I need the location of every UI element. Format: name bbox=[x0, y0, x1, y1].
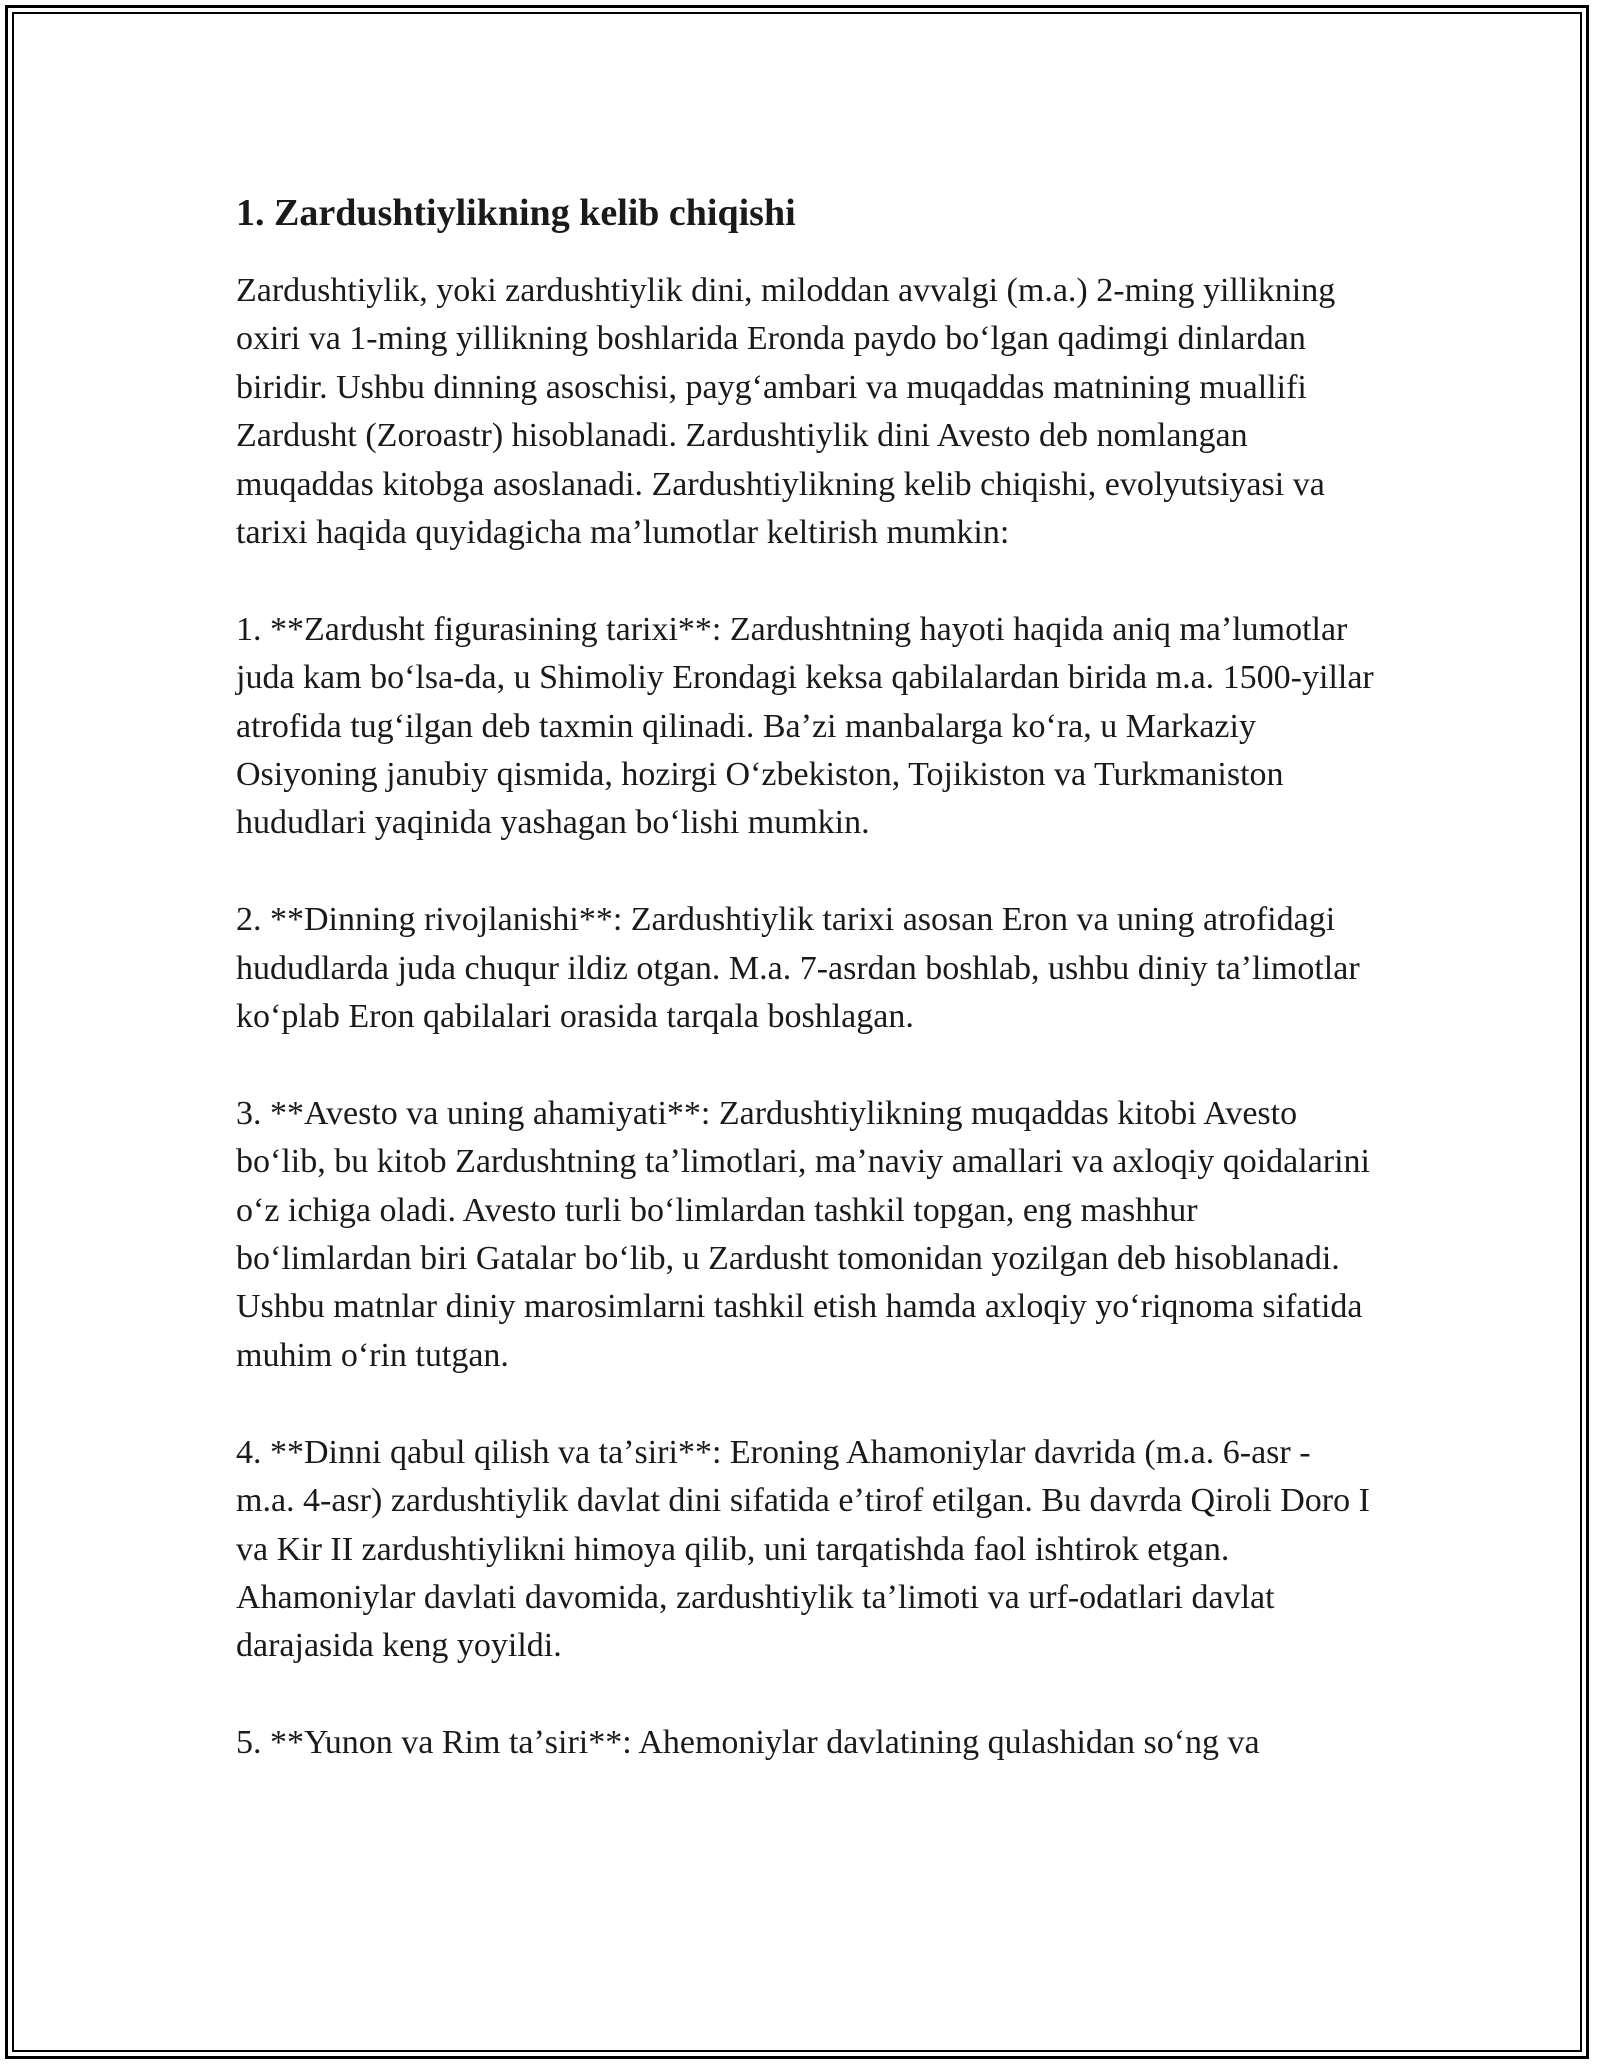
paragraph-gap bbox=[236, 848, 1376, 896]
paragraph-gap bbox=[236, 1671, 1376, 1719]
document-body bbox=[236, 183, 1376, 1768]
list-item-3: 3. **Avesto va uning ahamiyati**: Zardushtiylikning muqaddas kitobi Avesto boʻlib, bu kitob Zardushtning taʼlimotlari, maʼnaviy amallari va axloqiy qoidalarini oʻz ichiga oladi. Avesto turli boʻlimlardan tashkil topgan, eng mashhur boʻlimlardan biri Gatalar boʻlib, u Zardusht tomonidan yozilgan deb hisoblanadi. Ushbu matnlar diniy marosimlarni tashkil etish hamda axloqiy yoʻriqnoma sifatida muhim oʻrin tutgan. bbox=[236, 1094, 1371, 1374]
list-item-5: 5. **Yunon va Rim taʼsiri**: Ahemoniylar davlatining qulashidan soʻng va bbox=[236, 1724, 1260, 1762]
intro-paragraph: Zardushtiylik, yoki zardushtiylik dini, miloddan avvalgi (m.a.) 2-ming yillikning oxiri va 1-ming yillikning boshlarida Eronda paydo boʻlgan qadimgi dinlardan biridir. Ushbu dinning asoschisi, paygʻambari va muqaddas matnining muallifi Zardusht (Zoroastr) hisoblanadi. Zardushtiylik dini Avesto deb nomlangan muqaddas kitobga asoslanadi. Zardushtiylikning kelib chiqishi, evolyutsiyasi va tarixi haqida quyidagicha maʼlumotlar keltirish mumkin: bbox=[236, 272, 1336, 552]
list-item-1: 1. **Zardusht figurasining tarixi**: Zardushtning hayoti haqida aniq maʼlumotlar juda kam boʻlsa-da, u Shimoliy Erondagi keksa qabilalardan birida m.a. 1500-yillar atrofida tugʻilgan deb taxmin qilinadi. Baʼzi manbalarga koʻra, u Markaziy Osiyoning janubiy qismida, hozirgi Oʻzbekiston, Tojikiston va Turkmaniston hududlari yaqinida yashagan boʻlishi mumkin. bbox=[236, 610, 1374, 842]
paragraph-gap bbox=[236, 1041, 1376, 1089]
section-heading: 1. Zardushtiylikning kelib chiqishi bbox=[236, 192, 796, 234]
paragraph-gap bbox=[236, 557, 1376, 605]
list-item-2: 2. **Dinning rivojlanishi**: Zardushtiylik tarixi asosan Eron va uning atrofidagi hududlarda juda chuqur ildiz otgan. M.a. 7-asrdan boshlab, ushbu diniy taʼlimotlar koʻplab Eron qabilalari orasida tarqala boshlagan. bbox=[236, 901, 1360, 1036]
paragraph-gap bbox=[236, 1380, 1376, 1428]
list-item-4: 4. **Dinni qabul qilish va taʼsiri**: Eroning Ahamoniylar davrida (m.a. 6-asr - m.a. 4-asr) zardushtiylik davlat dini sifatida eʼtirof etilgan. Bu davrda Qiroli Doro I va Kir II zardushtiylikni himoya qilib, uni tarqatishda faol ishtirok etgan. Ahamoniylar davlati davomida, zardushtiylik taʼlimoti va urf-odatlari davlat darajasida keng yoyildi. bbox=[236, 1433, 1370, 1665]
